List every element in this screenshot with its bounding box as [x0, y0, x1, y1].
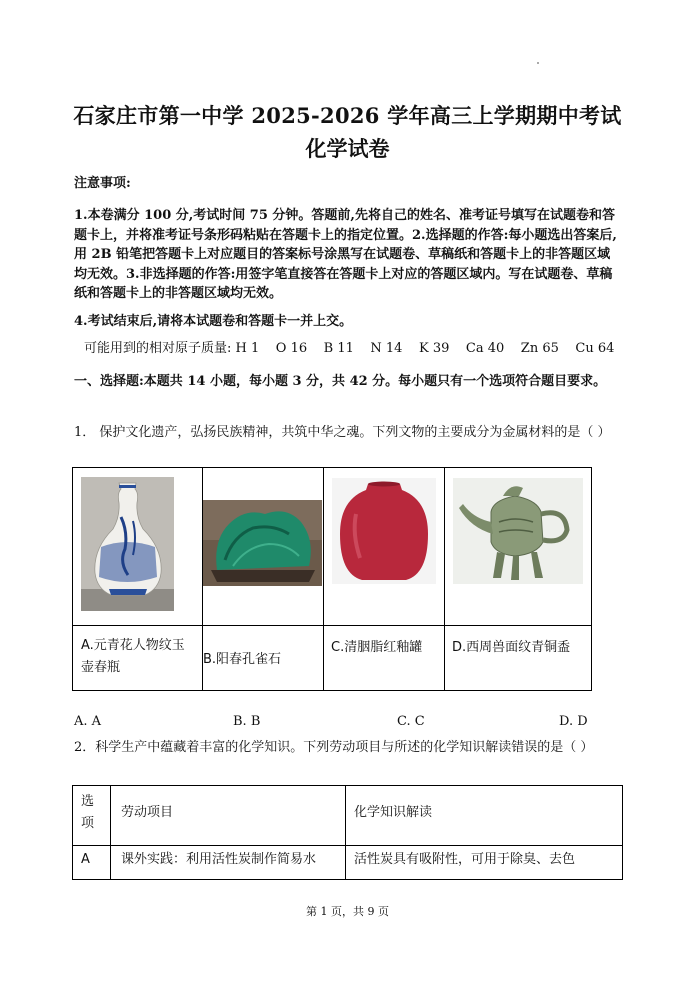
section-heading: 一、选择题:本题共 14 小题，每小题 3 分，共 42 分。每小题只有一个选项符合题目要求。	[74, 374, 607, 389]
q2-header-knowledge: 化学知识解读	[354, 805, 433, 820]
question-1-table	[72, 467, 592, 691]
q1-cell-c: C.清胭脂红釉罐	[331, 640, 423, 655]
page-footer: 第 1 页，共 9 页	[306, 905, 389, 918]
q2-header-labor: 劳动项目	[121, 805, 174, 820]
q2-header-option: 选项	[81, 794, 95, 831]
bronze-vessel-image	[453, 478, 583, 584]
question-2-table	[72, 785, 623, 880]
red-jar-image	[332, 478, 436, 584]
q1-cell-a: A.元青花人物纹玉壶春瓶	[81, 638, 185, 675]
option-d[interactable]: D. D	[559, 714, 588, 729]
q1-cell-d: D.西周兽面纹青铜盉	[452, 640, 571, 655]
q2-row-a-option: A	[81, 852, 90, 867]
stray-dot	[537, 62, 539, 64]
atomic-masses: 可能用到的相对原子质量: H 1 O 16 B 11 N 14 K 39 Ca 40 Zn 65 Cu 64	[84, 341, 615, 356]
exam-subtitle: 化学试卷	[305, 136, 390, 161]
notes-item-4: 4.考试结束后,请将本试题卷和答题卡一并上交。	[74, 314, 353, 329]
option-c[interactable]: C. C	[397, 714, 425, 729]
question-1-stem: 1． 保护文化遗产，弘扬民族精神，共筑中华之魂。下列文物的主要成分为金属材料的是（ ）	[74, 425, 611, 440]
option-b[interactable]: B. B	[233, 714, 261, 729]
question-2-stem: 2．科学生产中蕴藏着丰富的化学知识。下列劳动项目与所述的化学知识解读错误的是（ ）	[74, 740, 594, 755]
notes-item-1-3: 1.本卷满分 100 分,考试时间 75 分钟。答题前,先将自己的姓名、准考证号填写在试题卷和答题卡上，并将准考证号条形码粘贴在答题卡上的指定位置。2.选择题的作答:每小题选出答案后,用 2B 铅笔把答题卡上对应题目的答案标号涂黑写在试题卷、草稿纸和答题卡上的非答题区域均无效。3.非选择题的作答:用签字笔直接答在答题卡上对应的答题区域内。写在试题卷、草稿纸和答题卡上的非答题区域均无效。	[74, 208, 617, 301]
option-a[interactable]: A. A	[74, 714, 102, 729]
q1-cell-b: B.阳春孔雀石	[203, 652, 282, 667]
notes-heading: 注意事项:	[74, 176, 131, 191]
q2-row-a-knowledge: 活性炭具有吸附性，可用于除臭、去色	[354, 852, 576, 867]
exam-title: 石家庄市第一中学 2025-2026 学年高三上学期期中考试	[73, 103, 622, 128]
vase-image	[81, 477, 174, 611]
q2-row-a-labor: 课外实践：利用活性炭制作简易水	[121, 852, 317, 867]
malachite-image	[203, 500, 322, 586]
